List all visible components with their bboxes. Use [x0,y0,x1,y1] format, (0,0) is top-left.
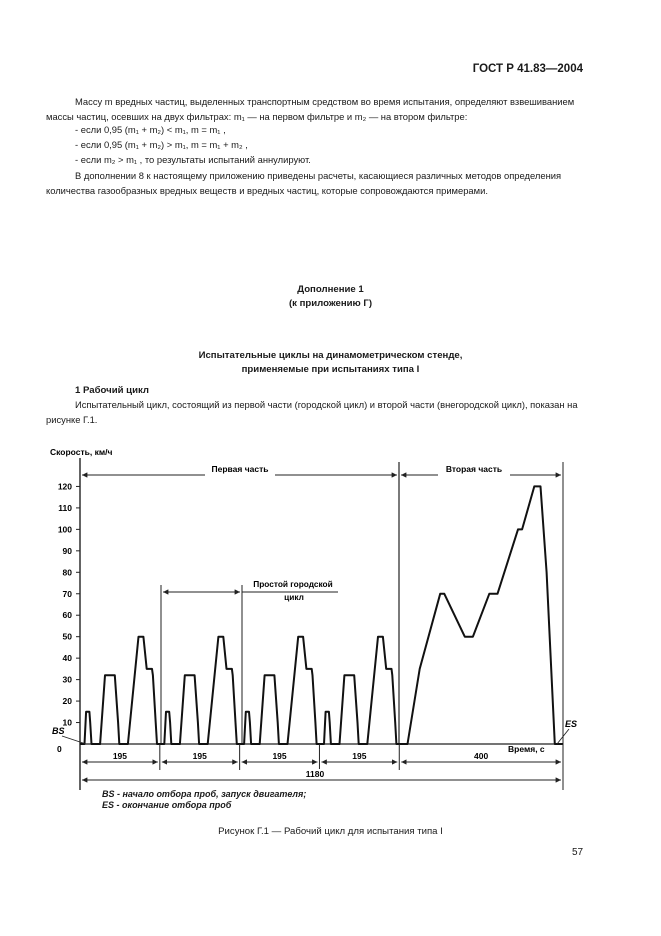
segment-duration-label: 195 [112,751,128,761]
y-tick-label: 90 [62,545,72,556]
speed-trace [80,486,563,744]
segment-duration-label: 400 [474,751,489,761]
bs-marker-leader [62,736,86,744]
section-title-line-2: применяемые при испытаниях типа I [241,364,420,375]
bs-marker-label: BS [52,726,65,736]
segment-duration-label: 195 [352,751,367,761]
y-tick-label: 100 [57,524,72,535]
legend-bs: BS - начало отбора проб, запуск двигателя; [102,789,307,799]
y-axis-label: Скорость, км/ч [50,447,113,457]
calc-paragraph: В дополнении 8 к настоящему приложению приведены расчеты, касающиеся различных методов определения количества газообразных вредных веществ и вредных частиц, которые сопровождаются примерами. [46,170,562,196]
subsection-text: Испытательный цикл, состоящий из первой части (городской цикл) и второй части (внегородской цикл), показан на рисунке Г.1. [46,399,578,425]
y-tick-label: 40 [62,653,72,664]
intro-paragraph: Массу m вредных частиц, выделенных транспортным средством во время испытания, определяют взвешиванием массы частиц, осевших на двух фильтрах: m₁ — на первом фильтре и m₂ — на втором фильтре: [46,96,575,122]
section-title-line-1: Испытательные циклы на динамометрическом стенде, [198,350,463,361]
page-number: 57 [572,847,584,858]
segment-duration-label: 195 [272,751,287,761]
y-tick-label: 20 [62,696,72,707]
y-tick-label: 120 [57,481,72,492]
first-part-label: Первая часть [211,464,269,474]
y-tick-label: 10 [62,717,72,728]
y-tick-label: 110 [58,502,72,513]
driving-cycle-chart [0,440,661,790]
urban-cycle-label-1: Простой городской [253,579,333,589]
condition-line-3: - если m₂ > m₁ , то результаты испытаний аннулируют. [75,154,311,165]
subsection-heading: 1 Рабочий цикл [75,385,149,396]
condition-line-1: - если 0,95 (m₁ + m₂) < m₁, m = m₁ , [75,124,226,135]
y-tick-label: 70 [62,588,72,599]
supplement-title: Дополнение 1 [297,284,364,295]
es-marker-label: ES [565,719,578,729]
y-tick-label: 60 [62,610,72,621]
x-axis-label: Время, с [508,744,545,754]
total-duration-label: 1180 [305,769,325,779]
standard-header: ГОСТ Р 41.83—2004 [472,63,583,75]
figure-caption: Рисунок Г.1 — Рабочий цикл для испытания типа I [218,826,443,837]
urban-cycle-label-2: цикл [284,592,304,602]
y-tick-label: 80 [62,567,72,578]
second-part-label: Вторая часть [445,464,503,474]
condition-line-2: - если 0,95 (m₁ + m₂) > m₁, m = m₁ + m₂ , [75,139,248,150]
segment-dimension-group [82,744,563,770]
y-tick-group [58,481,80,727]
segment-duration-label: 195 [192,751,207,761]
y-tick-label: 30 [62,674,72,685]
legend-es: ES - окончание отбора проб [102,800,232,810]
supplement-subtitle: (к приложению Г) [288,298,373,309]
origin-label: 0 [57,744,62,754]
y-tick-label: 50 [62,631,72,642]
